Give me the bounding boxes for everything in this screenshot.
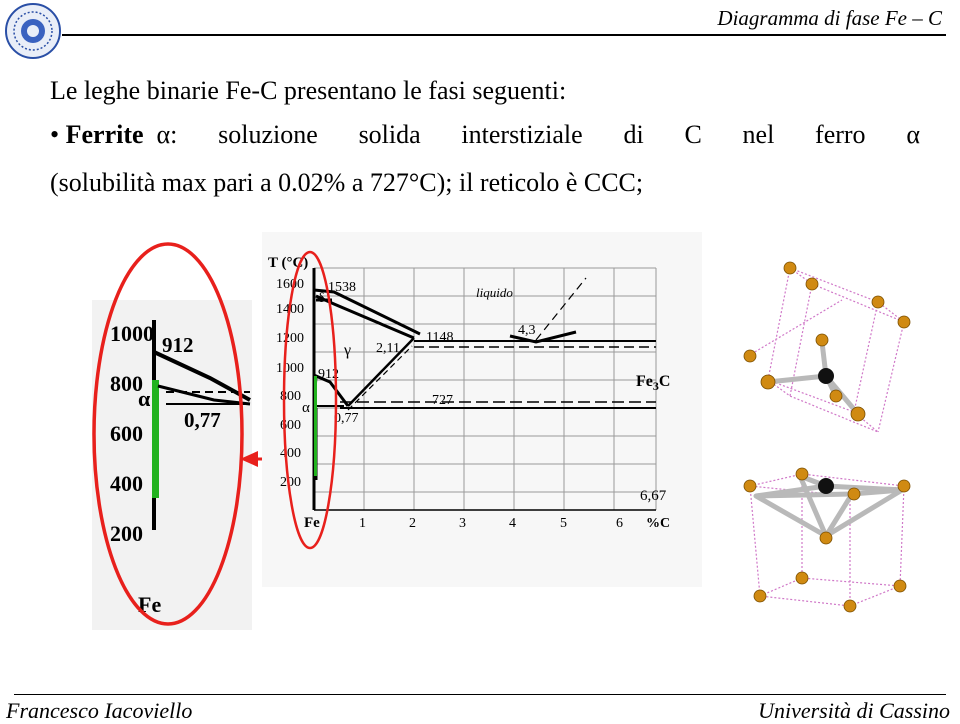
zoom-y-tick: 400 [110, 471, 143, 496]
y-tick: 800 [280, 389, 301, 404]
bullet-and-term [50, 120, 177, 150]
word: α: [156, 120, 178, 149]
label-1538: 1538 [328, 280, 356, 295]
zoom-label-fe: Fe [138, 592, 162, 617]
word: di [623, 120, 644, 149]
label-2-11: 2,11 [376, 341, 400, 356]
zoom-label-alpha: α [138, 386, 151, 411]
label-liquid: liquido [476, 285, 513, 300]
footer-author: Francesco Iacoviello [6, 698, 193, 723]
x-tick: Fe [304, 515, 320, 531]
label-912: 912 [318, 367, 339, 382]
label-alpha: α [302, 400, 310, 416]
x-tick: 5 [560, 516, 567, 531]
label-delta: δ [318, 291, 325, 306]
y-tick: 200 [280, 475, 301, 490]
label-gamma: γ [344, 342, 352, 359]
y-tick: 1000 [276, 361, 304, 376]
zoom-y-tick: 600 [110, 421, 143, 446]
y-tick: 600 [280, 418, 301, 433]
word: solida [358, 120, 421, 149]
y-tick: 1400 [276, 302, 304, 317]
word: soluzione [218, 120, 318, 149]
ferrite-band-zoom [152, 380, 159, 498]
zoom-y-tick: 800 [110, 371, 143, 396]
ferrite-band-main [314, 376, 317, 476]
bcc-unit-cell-illustration [744, 262, 910, 432]
y-axis-title: T (°C) [268, 255, 309, 271]
word: α [906, 120, 920, 149]
bullet: • [50, 120, 60, 149]
zoom-y-tick: 200 [110, 521, 143, 546]
label-0-77: 0,77 [334, 411, 359, 426]
intro-text: Le leghe binarie Fe-C presentano le fasi seguenti: [50, 76, 567, 105]
x-tick: 3 [459, 516, 466, 531]
y-tick: 1200 [276, 331, 304, 346]
x-tick: 1 [359, 516, 366, 531]
zoom-y-tick: 1000 [110, 321, 154, 346]
ferrite-bullet-line [50, 120, 920, 150]
zoom-detail-panel [92, 244, 252, 630]
fe-c-phase-diagram-figure [0, 226, 960, 666]
ferrite-term: Ferrite [65, 120, 144, 149]
word: interstiziale [461, 120, 583, 149]
footer-divider [14, 694, 946, 695]
university-seal-icon [4, 2, 62, 60]
y-tick: 1600 [276, 277, 304, 292]
label-fe3c: $Fe_3C$ [636, 373, 671, 393]
zoom-label-077: 0,77 [184, 408, 221, 432]
word: nel [742, 120, 775, 149]
x-tick: 6 [616, 516, 623, 531]
header-divider [62, 34, 946, 36]
label-6-67: 6,67 [640, 488, 667, 504]
y-tick: 400 [280, 446, 301, 461]
x-tick: 2 [409, 516, 416, 531]
x-tick: %C [646, 516, 671, 531]
footer-university: Università di Cassino [758, 698, 950, 723]
main-phase-diagram [262, 232, 702, 587]
octahedral-site-cell-illustration [744, 468, 910, 612]
label-727: 727 [432, 393, 453, 408]
label-4-3: 4,3 [518, 323, 536, 338]
x-tick: 4 [509, 516, 516, 531]
word: ferro [815, 120, 866, 149]
word: C [684, 120, 702, 149]
solubility-text: (solubilità max pari a 0.02% a 727°C); il reticolo è CCC; [50, 168, 644, 197]
zoom-label-912: 912 [162, 333, 194, 357]
label-1148: 1148 [426, 330, 454, 345]
slide-header-title: Diagramma di fase Fe – C [717, 6, 942, 30]
